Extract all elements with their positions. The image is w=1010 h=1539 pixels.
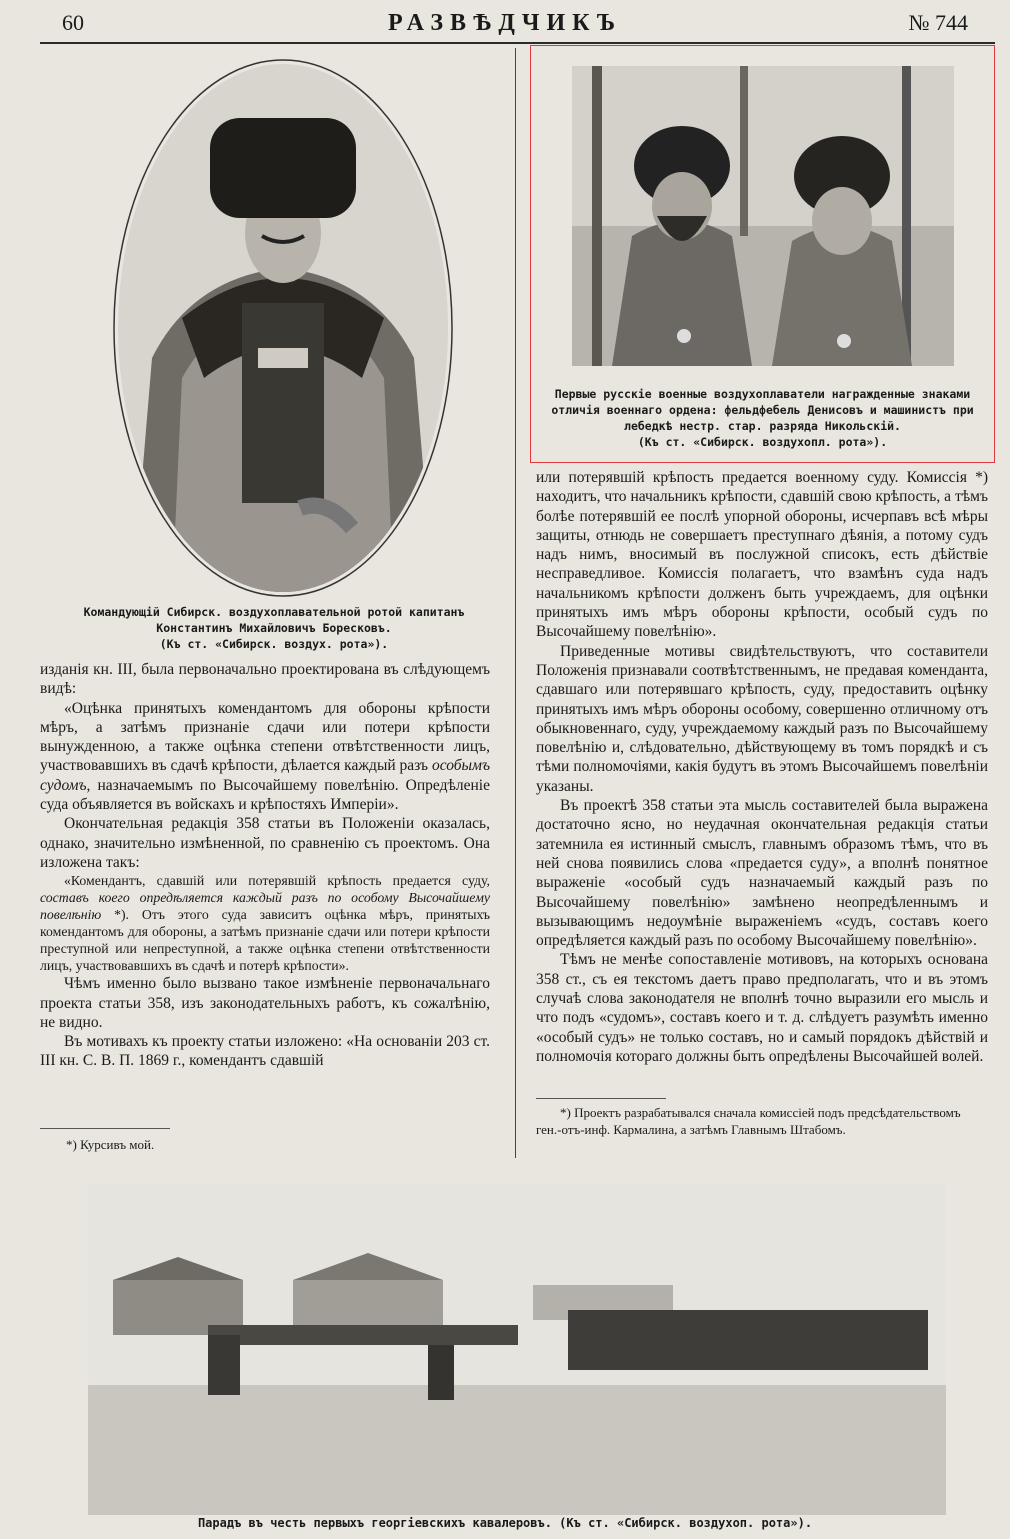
issue-number: № 744 (908, 10, 968, 35)
footnote-rule (40, 1128, 170, 1129)
text-run: «Комендантъ, сдавшій или потерявшій крѣпость предается суду, (64, 873, 490, 889)
paragraph: Въ мотивахъ къ проекту статьи изложено: «На основаніи 203 ст. III кн. С. В. П. 1869 г., комендантъ сдавшій (40, 1033, 490, 1070)
parade-caption: Парадъ въ честь первыхъ георгіевскихъ кавалеровъ. (Къ ст. «Сибирск. воздухоп. рота»). (197, 1516, 813, 1530)
portrait-oval (112, 58, 454, 598)
portrait-photo (112, 58, 454, 598)
portrait-caption-line: Константинъ Михайловичъ Боресковъ. (156, 621, 392, 635)
aeronauts-caption-line: отличія военнаго ордена: фельдфебель Денисовъ и машинистъ при (551, 403, 974, 417)
journal-title: РАЗВѢДЧИКЪ (388, 10, 622, 36)
aeronauts-caption (532, 386, 993, 450)
paragraph: Приведенные мотивы свидѣтельствуютъ, что составители Положенія признавали соотвѣтственнымъ, не предавая коменданта, сдавшаго или потерявшаго крѣпость, суду, предоставить оцѣнку принятыхъ имъ мѣръ обороны особому, совершенно отличному отъ обыкновеннаго, суду, учреждаемому каждый разъ по Высочайшему повелѣнію и, слѣдовательно, дѣйствующему въ томъ порядкѣ и съ тѣми полномочіями, какія будутъ въ этомъ Высочайшемъ повелѣніи указаны. (536, 642, 988, 795)
page-number: 60 (62, 10, 84, 35)
paragraph: Чѣмъ именно было вызвано такое измѣненіе первоначальнаго проекта статьи 358, изъ законодательныхъ работъ, къ сожалѣнію, не видно. (40, 975, 490, 1031)
portrait-caption-line: (Къ ст. «Сибирск. воздух. рота»). (159, 637, 389, 651)
aeronauts-caption-line: Первые русскіе военные воздухоплаватели награжденные знаками (554, 387, 971, 401)
column-divider (515, 48, 516, 1158)
aeronauts-caption-line: лебедкѣ нестр. стар. разряда Никольскій. (624, 419, 901, 433)
footnote-rule (536, 1098, 666, 1099)
header-rule (40, 42, 995, 44)
right-column (536, 468, 988, 1066)
right-footnote: *) Проектъ разрабатывался сначала комиссіей подъ предсѣдательствомъ ген.-отъ-инф. Кармалина, а затѣмъ Главнымъ Штабомъ. (536, 1105, 961, 1137)
quote-paragraph (40, 872, 490, 974)
paragraph: или потерявшій крѣпость предается военному суду. Комиссія *) находитъ, что начальникъ крѣпости, сдавшій свою крѣпость, а тѣмъ болѣе потерявшій ее послѣ упорной обороны, исчерпавъ всѣ мѣры защиты, отнюдь не совершаетъ преступнаго дѣянія, а потому судъ надъ нимъ, вносимый въ послужной списокъ, есть дѣйствіе несправедливое. Комиссія полагаетъ, что взамѣнъ суда надъ начальникомъ крѣпости долженъ быть учреждаемъ, для оцѣнки принятыхъ имъ мѣръ обороны крѣпости, особый судъ по Высочайшему повелѣнію». (536, 469, 988, 641)
aeronauts-caption-line: (Къ ст. «Сибирск. воздухопл. рота»). (637, 435, 888, 449)
paragraph (40, 699, 490, 815)
italic-run: составъ коего опредѣляется каждый разъ по особому Высочайшему повелѣнію (40, 890, 490, 923)
paragraph: Въ проектѣ 358 статьи эта мысль составителей была выражена достаточно ясно, но неудачная окончательная редакція статьи затемнила ея истинный смыслъ, главнымъ образомъ тѣмъ, что въ ней снова появились слова «предается суду», а вполнѣ понятное выраженіе «особый судъ назначаемый каждый разъ по Высочайшему повелѣнію» замѣнено неопредѣленнымъ и вызывающимъ недоумѣніе выраженіемъ «судъ, составъ коего опредѣляется каждый разъ по особому Высочайшему повелѣнію». (536, 797, 988, 950)
left-footnote: *) Курсивъ мой. (66, 1137, 155, 1152)
portrait-caption (40, 604, 508, 652)
portrait-caption-line: Командующій Сибирск. воздухоплавательной ротой капитанъ (83, 605, 465, 619)
paragraph: Тѣмъ не менѣе сопоставленіе мотивовъ, на которыхъ основана 358 ст., съ ея текстомъ даетъ право предполагать, что и въ этомъ случаѣ слова законодателя не вполнѣ точно выразили его мысль и что подъ «судомъ», составъ коего и т. д. слѣдуетъ разумѣть именно «особый судъ» не только составъ, но и самый порядокъ дѣйствій и полномочія котораго должны быть опредѣлены Высочайшей волей. (536, 951, 988, 1065)
paragraph: Окончательная редакція 358 статьи въ Положеніи оказалась, однако, значительно измѣненной, по сравненію съ проектомъ. Она изложена такъ: (40, 815, 490, 871)
aeronauts-illustration (572, 66, 954, 366)
aeronauts-photo (572, 66, 954, 366)
text-run: , назначаемымъ по Высочайшему повелѣнію. Опредѣленіе суда объявляется въ войскахъ и крѣпостяхъ Имперіи». (40, 776, 490, 814)
text-run: *). Отъ этого суда зависитъ оцѣнка мѣръ, принятыхъ комендантомъ для обороны, а затѣмъ признаніе сдачи или потери крѣпости преступной или непреступной, а также оцѣнка степени отвѣтственности лицъ, участвовавшихъ въ сдачѣ и потерѣ крѣпости». (40, 907, 490, 974)
paragraph: изданія кн. III, была первоначально проектирована въ слѣдующемъ видѣ: (40, 661, 490, 698)
left-column (40, 660, 490, 1071)
parade-illustration (88, 1185, 946, 1515)
text-run: «Оцѣнка принятыхъ комендантомъ для обороны крѣпости мѣръ, а затѣмъ признаніе сдачи или потери крѣпости вынужденною, а также оцѣнка степени отвѣтственности лицъ, участвовавшихъ въ сдачѣ крѣпости, дѣлается каждый разъ (40, 699, 490, 775)
parade-photo (88, 1185, 946, 1515)
italic-run: особымъ судомъ (40, 757, 490, 794)
